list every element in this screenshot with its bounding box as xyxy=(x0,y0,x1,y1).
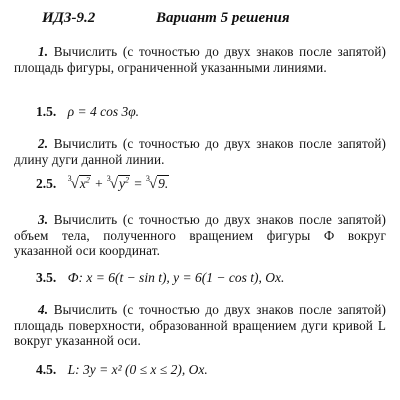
problem-formula: Ф: x = 6(t − sin t), y = 6(1 − cos t), Ox. xyxy=(67,270,285,285)
task-2-statement xyxy=(14,136,386,167)
task-text: Вычислить (с точностью до двух знаков после запятой) длину дуги данной линии. xyxy=(14,136,386,167)
problem-4-5 xyxy=(36,362,208,378)
task-3-statement xyxy=(14,212,386,259)
problem-number: 2.5. xyxy=(36,176,57,191)
page-header xyxy=(42,10,290,27)
task-number: 2. xyxy=(38,136,49,151)
problem-number: 4.5. xyxy=(36,362,57,377)
task-text: Вычислить (с точностью до двух знаков после запятой) объем тела, полученного вращением фигуры Ф вокруг указанной оси координат. xyxy=(14,212,386,259)
problem-number: 1.5. xyxy=(36,104,57,119)
problem-3-5 xyxy=(36,270,284,286)
cube-root-nine: $^3$√9. xyxy=(145,174,169,192)
assignment-code: ИДЗ-9.2 xyxy=(42,10,96,26)
task-text: Вычислить (с точностью до двух знаков после запятой) площадь поверхности, образованной вращением дуги кривой L вокруг указанной оси. xyxy=(14,302,386,349)
task-1-statement xyxy=(14,44,386,75)
problem-number: 3.5. xyxy=(36,270,57,285)
problem-2-5 xyxy=(36,176,169,193)
task-number: 1. xyxy=(38,44,49,59)
problem-formula: L: 3y = x² (0 ≤ x ≤ 2), Ox. xyxy=(67,362,208,377)
problem-1-5 xyxy=(36,104,139,120)
task-text: Вычислить (с точностью до двух знаков после запятой) площадь фигуры, ограниченной указанными линиями. xyxy=(14,44,386,75)
problem-formula: $^3√x^2 + ^3√y^2 = ^3√9$. xyxy=(67,174,169,192)
cube-root-x: $^3√x^2$ xyxy=(67,174,90,192)
variant-title: Вариант 5 решения xyxy=(156,10,290,26)
problem-formula: ρ = 4 cos 3φ. xyxy=(67,104,140,119)
task-4-statement xyxy=(14,302,386,349)
cube-root-y: $^3√y^2$ xyxy=(106,174,129,192)
task-number: 3. xyxy=(38,212,49,227)
task-number: 4. xyxy=(38,302,49,317)
